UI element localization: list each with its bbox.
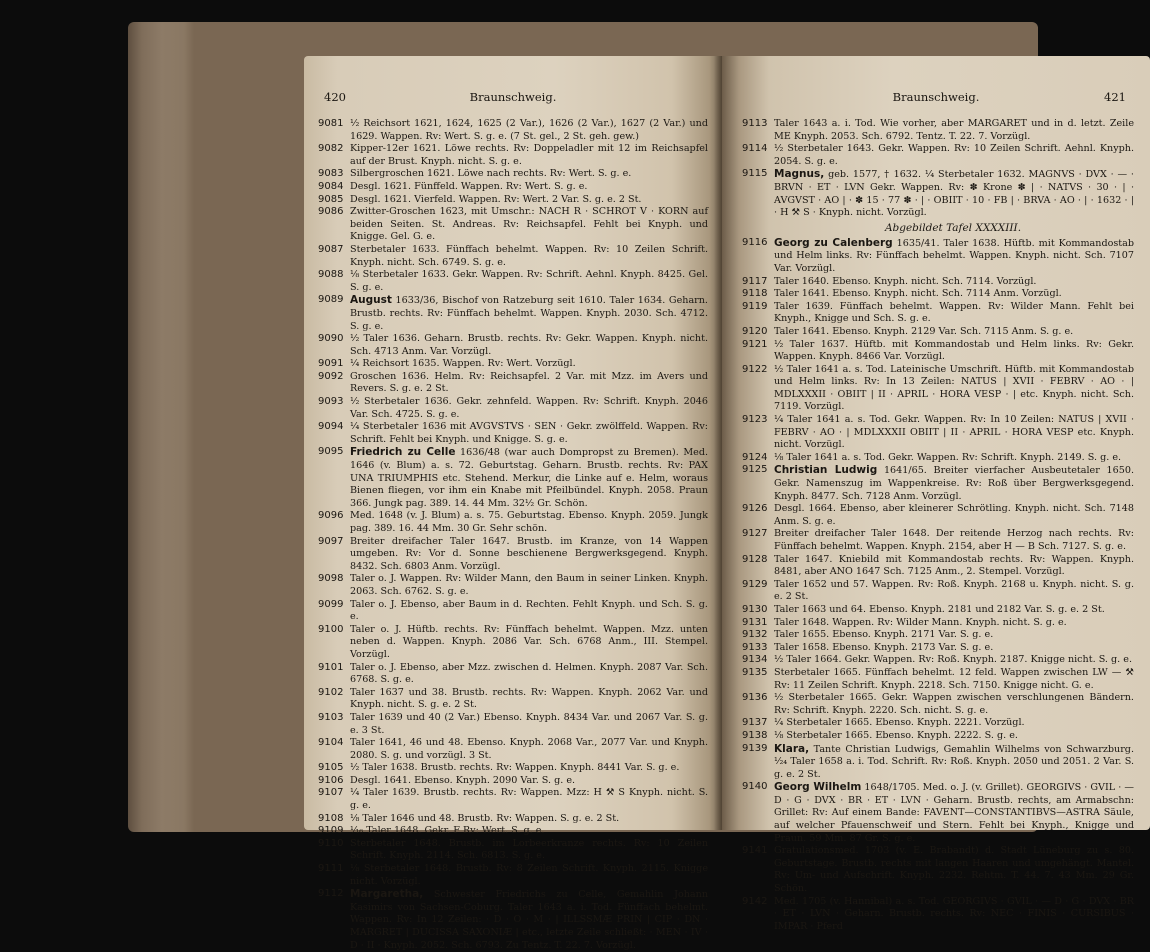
lot-description: ⅛ Sterbetaler 1633. Gekr. Wappen. Rv: Schrift. Aehnl. Knyph. 8425. Gel. S. g. e. [350,269,708,293]
catalog-entry [742,781,1134,845]
lot-number: 9128 [742,553,768,565]
lot-number: 9090 [318,333,344,345]
lot-description: Taler 1641. Ebenso. Knyph. 2129 Var. Sch. 7115 Anm. S. g. e. [774,325,1074,337]
catalog-entry [742,528,1134,553]
lot-number: 9125 [742,464,768,476]
lot-description: Groschen 1636. Helm. Rv: Reichsapfel. 2 Var. mit Mzz. im Avers und Revers. S. g. e. 2 St. [350,370,708,395]
lot-number: 9103 [318,711,344,723]
lot-description: Med. 1705 (v. Hannibal) a. s. Tod. GEORGIVS · GVIL · — D · G · DVX · BR · ET · LVN · Geharn. Brustb. rechts. Rv: NEC · FINIS · CURSIBUS · IMPAR · Pferd [774,895,1134,932]
lot-number: 9102 [318,686,344,698]
lot-number: 9129 [742,578,768,590]
catalog-entry [742,237,1134,276]
lot-description: ⅟₂ Taler 1638. Brustb. rechts. Rv: Wappen. Knyph. 8441 Var. S. g. e. [350,762,680,774]
lot-number: 9109 [318,825,344,837]
catalog-entry [318,599,708,624]
catalog-entry [742,604,1134,617]
catalog-entry [742,642,1134,655]
catalog-entry [318,143,708,168]
lot-number: 9097 [318,535,344,547]
running-head: Braunschweig. [469,90,557,104]
lot-description: Taler 1663 und 64. Ebenso. Knyph. 2181 und 2182 Var. S. g. e. 2 St. [774,603,1105,615]
running-head: Braunschweig. [892,90,980,104]
lot-description: Christian Ludwig 1641/65. Breiter vierfacher Ausbeutetaler 1650. Gekr. Namenszug im Wappenkreise. Rv: Roß über Bergwerksgegend. Knyph. 8477. Sch. 7128 Anm. Vorzügl. [774,464,1134,502]
lot-description: ⅟₂ Taler 1637. Hüftb. mit Kommandostab und Helm links. Rv: Gekr. Wappen. Knyph. 8466 Var. Vorzügl. [774,338,1134,363]
book [128,22,1134,951]
lot-number: 9122 [742,363,768,375]
lot-number: 9094 [318,421,344,433]
catalog-entry [742,503,1134,528]
catalog-entry [742,667,1134,692]
lot-description: Taler 1647. Kniebild mit Kommandostab rechts. Rv: Wappen. Knyph. 8481, aber ANO 1647 Sch. 7125 Anm., 2. Stempel. Vorzügl. [774,553,1134,578]
lot-description: ⅟₄ Sterbetaler 1636 mit AVGVSTVS · SEN · Gekr. zwölffeld. Wappen. Rv: Schrift. Fehlt bei Knyph. und Knigge. S. g. e. [350,421,708,445]
entry-list [318,118,708,952]
catalog-entry [742,118,1134,143]
ruler-name: Margaretha, [350,888,424,901]
lot-description: ⅟₄ Taler 1641 a. s. Tod. Gekr. Wappen. Rv: In 10 Zeilen: NATUS | XVII · FEBRV · AO · | MDLXXXII OBIIT | II · APRIL · HORA VESP etc. Knyph. nicht. Vorzügl. [774,414,1134,451]
lot-description: Kipper-12er 1621. Löwe rechts. Rv: Doppeladler mit 12 im Reichsapfel auf der Brust. Knyph. nicht. S. g. e. [350,143,708,167]
lot-description: Klara, Tante Christian Ludwigs, Gemahlin Wilhelms von Schwarzburg. ⅟₂₄ Taler 1658 a. i. Tod. Schrift. Rv: Roß. Knyph. 2050 und 2051. 2 Var. S. g. e. 2 St. [774,742,1134,780]
ruler-name: Georg Wilhelm [774,781,862,794]
lot-number: 9113 [742,118,768,129]
lot-description: Breiter dreifacher Taler 1648. Der reitende Herzog nach rechts. Rv: Fünffach behelmt. Wappen. Knyph. 2154, aber H — B Sch. 7127. S. g. e. [774,528,1134,552]
lot-description: Med. 1648 (v. J. Blum) a. s. 75. Geburtstag. Ebenso. Knyph. 2059. Jungk pag. 389. 16. 44 Mm. 30 Gr. Sehr schön. [350,510,708,534]
lot-number: 9085 [318,193,344,205]
lot-number: 9127 [742,528,768,540]
lot-description: ⅟₂ Sterbetaler 1636. Gekr. zehnfeld. Wappen. Rv: Schrift. Knyph. 2046 Var. Sch. 4725. S. g. e. [350,396,708,420]
lot-number: 9082 [318,143,344,155]
catalog-entry [742,654,1134,667]
lot-number: 9088 [318,269,344,281]
catalog-entry [742,301,1134,326]
catalog-entry [742,717,1134,730]
lot-description: Taler 1652 und 57. Wappen. Rv: Roß. Knyph. 2168 u. Knyph. nicht. S. g. e. 2 St. [774,578,1134,603]
catalog-entry [318,888,708,952]
lot-description: Desgl. 1664. Ebenso, aber kleinerer Schrötling. Knyph. nicht. Sch. 7148 Anm. S. g. e. [774,503,1134,527]
catalog-entry [742,143,1134,168]
catalog-entry [318,775,708,788]
lot-number: 9141 [742,845,768,857]
ruler-name: Klara, [774,742,810,755]
lot-number: 9108 [318,812,344,824]
lot-description: ⅟₈ Sterbetaler 1665. Ebenso. Knyph. 2222. S. g. e. [774,729,1018,741]
catalog-entry [318,762,708,775]
lot-number: 9083 [318,168,344,180]
lot-number: 9117 [742,275,768,287]
lot-description: Magnus, geb. 1577, † 1632. ⅟₄ Sterbetaler 1632. MAGNVS · DVX · — · BRVN · ET · LVN Gekr. Wappen. Rv: ✽ Krone ✽ | · NATVS · 30 · | · AVGVST · AO | · ✽ 15 · 77 ✽ · | · OBIIT · 10 · FB | · BRVA · AO · | · 1632 · | · H ⚒ S · Knyph. nicht. Vorzügl. [774,168,1134,219]
lot-description: ⅟₈ Sterbetaler 1648. Brustb. Rv: 8 Zeilen Schrift. Knyph. 2115. Knigge nicht. Vorzügl. [350,863,708,887]
lot-number: 9092 [318,370,344,382]
plate-caption: Abgebildet Tafel XXXXIII. [884,221,1022,234]
catalog-entry [742,326,1134,339]
catalog-entry [318,118,708,143]
catalog-entry [742,288,1134,301]
lot-number: 9101 [318,661,344,673]
lot-number: 9096 [318,510,344,522]
catalog-entry [742,743,1134,782]
catalog-entry [742,464,1134,503]
lot-description: Friedrich zu Celle 1636/48 (war auch Dompropst zu Bremen). Med. 1646 (v. Blum) a. s. 72. Geburtstag. Geharn. Brustb. rechts. Rv: PAX UNA TRIUMPHIS etc. Stehend. Merkur, die Linke auf e. Helm, woraus Bienen fliegen, vor ihm ein Knabe mit Pfeilbündel. Knyph. 2058. Praun 366. Jungk pag. 389. 14. 44 Mm. 32⅟₂ Gr. Schön. [350,446,709,509]
lot-number: 9112 [318,888,344,900]
lot-description: Sterbetaler 1633. Fünffach behelmt. Wappen. Rv: 10 Zeilen Schrift. Knyph. nicht. Sch. 6749. S. g. e. [350,243,708,268]
lot-description: August 1633/36, Bischof von Ratzeburg seit 1610. Taler 1634. Geharn. Brustb. rechts. Rv: Fünffach behelmt. Wappen. Knyph. 2030. Sch. 4712. S. g. e. [350,294,708,332]
lot-description: Taler o. J. Ebenso, aber Baum in d. Rechten. Fehlt Knyph. und Sch. S. g. e. [350,598,708,623]
lot-number: 9119 [742,300,768,312]
lot-number: 9098 [318,573,344,585]
lot-number: 9115 [742,168,768,180]
lot-number: 9135 [742,666,768,678]
lot-description: ⅟₄ Reichsort 1635. Wappen. Rv: Wert. Vorzügl. [350,358,576,370]
catalog-entry [742,692,1134,717]
lot-description: Taler 1648. Wappen. Rv: Wilder Mann. Knyph. nicht. S. g. e. [774,616,1067,628]
lot-description: Taler 1641. Ebenso. Knyph. nicht. Sch. 7114 Anm. Vorzügl. [774,288,1062,300]
right-page [722,56,1150,932]
catalog-entry [318,206,708,244]
catalog-entry [742,168,1134,219]
lot-number: 9116 [742,236,768,248]
catalog-entry [318,510,708,535]
catalog-entry [742,276,1134,289]
lot-description: Sterbetaler 1665. Fünffach behelmt. 12 feld. Wappen zwischen LW — ⚒ Rv: 11 Zeilen Schrift. Knyph. 2218. Sch. 7150. Knigge nicht. G. e. [774,666,1134,691]
catalog-entry [742,579,1134,604]
lot-number: 9093 [318,396,344,408]
lot-number: 9137 [742,717,768,729]
catalog-entry [318,573,708,598]
lot-number: 9142 [742,895,768,907]
page-number: 420 [324,90,346,104]
lot-description: ⅟₂ Taler 1636. Geharn. Brustb. rechts. Rv: Gekr. Wappen. Knyph. nicht. Sch. 4713 Anm. Var. Vorzügl. [350,333,708,357]
catalog-entry [318,813,708,826]
lot-number: 9100 [318,623,344,635]
catalog-entry [318,371,708,396]
lot-description: Desgl. 1621. Fünffeld. Wappen. Rv: Wert. S. g. e. [350,180,588,192]
lot-number: 9126 [742,503,768,515]
lot-description: Silbergroschen 1621. Löwe nach rechts. Rv: Wert. S. g. e. [350,168,632,180]
catalog-entry [318,536,708,574]
lot-number: 9136 [742,692,768,704]
lot-number: 9118 [742,288,768,300]
lot-number: 9120 [742,325,768,337]
lot-description: ⅟₈ Taler 1641 a. s. Tod. Gekr. Wappen. Rv: Schrift. Knyph. 2149. S. g. e. [774,451,1122,463]
catalog-entry [318,269,708,294]
lot-description: ⅟₁₆ Taler 1648. Gekr. F Rv: Wert. S. g. e. [350,825,545,837]
lot-description: ⅟₈ Taler 1646 und 48. Brustb. Rv: Wappen. S. g. e. 2 St. [350,812,620,824]
catalog-entry [318,446,708,510]
ruler-name: Christian Ludwig [774,464,878,477]
lot-description: Taler 1658. Ebenso. Knyph. 2173 Var. S. g. e. [774,641,994,653]
lot-number: 9105 [318,762,344,774]
lot-number: 9111 [318,863,344,875]
lot-description: Taler 1639. Fünffach behelmt. Wappen. Rv: Wilder Mann. Fehlt bei Knyph., Knigge und Sch. S. g. e. [774,300,1134,325]
catalog-entry [742,730,1134,743]
lot-description: Taler 1643 a. i. Tod. Wie vorher, aber MARGARET und in d. letzt. Zeile ME Knyph. 2053. Sch. 6792. Tentz. T. 22. 7. Vorzügl. [774,118,1134,142]
catalog-entry [318,662,708,687]
lot-number: 9123 [742,414,768,426]
lot-number: 9099 [318,598,344,610]
lot-number: 9121 [742,338,768,350]
catalog-entry [742,414,1134,452]
lot-number: 9095 [318,446,344,458]
catalog-entry [742,629,1134,642]
catalog-entry [742,617,1134,630]
lot-description: Taler o. J. Hüftb. rechts. Rv: Fünffach behelmt. Wappen. Mzz. unten neben d. Wappen. Knyph. 2086 Var. Sch. 6768 Anm., III. Stempel. Vorzügl. [350,623,708,660]
lot-number: 9107 [318,787,344,799]
catalog-entry [742,896,1134,934]
lot-description: Taler 1641, 46 und 48. Ebenso. Knyph. 2068 Var., 2077 Var. und Knyph. 2080. S. g. und vorzügl. 3 St. [350,737,708,761]
lot-description: Desgl. 1621. Vierfeld. Wappen. Rv: Wert. 2 Var. S. g. e. 2 St. [350,193,642,205]
lot-description: Taler o. J. Wappen. Rv: Wilder Mann, den Baum in seiner Linken. Knyph. 2063. Sch. 6762. S. g. e. [350,573,708,597]
catalog-entry [318,863,708,888]
catalog-entry [318,294,708,333]
entry-list [742,118,1134,933]
lot-description: ⅟₂ Sterbetaler 1643. Gekr. Wappen. Rv: 10 Zeilen Schrift. Aehnl. Knyph. 2054. S. g. e. [774,143,1134,167]
catalog-entry [742,452,1134,465]
ruler-name: Georg zu Calenberg [774,236,893,249]
lot-number: 9139 [742,742,768,754]
lot-description: Taler o. J. Ebenso, aber Mzz. zwischen d. Helmen. Knyph. 2087 Var. Sch. 6768. S. g. e. [350,661,708,686]
lot-description: Georg zu Calenberg 1635/41. Taler 1638. Hüftb. mit Kommandostab und Helm links. Rv: Fünffach behelmt. Wappen. Knyph. nicht. Sch. 7107 Var. Vorzügl. [774,236,1134,274]
lot-description: Taler 1639 und 40 (2 Var.) Ebenso. Knyph. 8434 Var. und 2067 Var. S. g. e. 3 St. [350,711,708,736]
catalog-entry [318,168,708,181]
catalog-entry [318,787,708,812]
catalog-entry [318,838,708,863]
lot-description: Sterbetaler 1648. Brustb. im Lorbeerkranze rechts. Rv: 10 Zeilen Schrift. Knyph. 2114. Sch. 6813. S. g. e. [350,837,708,862]
lot-number: 9089 [318,294,344,306]
lot-number: 9134 [742,654,768,666]
catalog-entry [318,624,708,662]
lot-description: Gratulationsmed. 1703 (v. E. Brabandt) d. Stadt Lüneburg zu s. 80. Geburtstage. Brustb. rechts mit langen Haaren und umgehängt. Mantel. Rv: Um- und Aufschrift. Knyph. 2232. Rehtm. T. 44. 7. 43 Mm. 29 Gr. Schön. [774,845,1134,895]
lot-number: 9131 [742,616,768,628]
lot-number: 9124 [742,451,768,463]
lot-description: ⅟₄ Sterbetaler 1665. Ebenso. Knyph. 2221. Vorzügl. [774,717,1025,729]
lot-number: 9106 [318,774,344,786]
catalog-entry [318,244,708,269]
lot-number: 9130 [742,603,768,615]
lot-description: Zwitter-Groschen 1623, mit Umschr.: NACH R · SCHROT V · KORN auf beiden Seiten. St. Andreas. Rv: Reichsapfel. Fehlt bei Knyph. und Knigge. Gel. G. e. [350,206,708,243]
lot-description: Georg Wilhelm 1648/1705. Med. o. J. (v. Grillet). GEORGIVS · GVIL · — D · G · DVX · BR · ET · LVN · Geharn. Brustb. rechts, am Armabschn: Grillet: Rv: Auf einem Bande: FAVENT—CONSTANTIBVS—ASTRA Säule, auf welcher Pfauenschweif und Stern. Fehlt bei Knyph., Knigge und Praun. 59 Mm. 87 Gr. S. g. e. [774,781,1134,844]
lot-description: Margaretha, Schwester Friedrichs zu Celle, Gemahlin Johann Kasimirs von Sachsen-Coburg. Taler 1643 a. i. Tod. Fünffach behelmt. Wappen. Rv: In 12 Zeilen: · D · O · M · | ILLSSMÆ PRIN | CIP · DN · MARGRET | DUCISSA SAXONIÆ | etc., letzte Zeile schließt: · MEN · IV · D · II · Knyph. 2052. Sch. 6793. Zu Tentz. T. 22. 7. Vorzügl. [350,888,708,951]
lot-number: 9110 [318,837,344,849]
catalog-entry [742,845,1134,895]
lot-description: Breiter dreifacher Taler 1647. Brustb. im Kranze, von 14 Wappen umgeben. Rv: Vor d. Sonne beschienene Bergwerksgegend. Knyph. 8432. Sch. 6803 Anm. Vorzügl. [350,535,708,572]
lot-number: 9104 [318,737,344,749]
lot-description: ⅟₂ Reichsort 1621, 1624, 1625 (2 Var.), 1626 (2 Var.), 1627 (2 Var.) und 1629. Wappen. Rv: Wert. S. g. e. (7 St. gel., 2 St. geh. gew.) [350,118,708,142]
lot-number: 9132 [742,629,768,641]
lot-number: 9084 [318,180,344,192]
lot-description: Desgl. 1641. Ebenso. Knyph. 2090 Var. S. g. e. [350,774,576,786]
catalog-entry [318,737,708,762]
catalog-entry [318,333,708,358]
catalog-entry [318,194,708,207]
lot-description: ⅟₂ Taler 1664. Gekr. Wappen. Rv: Roß. Knyph. 2187. Knigge nicht. S. g. e. [774,654,1132,666]
catalog-entry [318,396,708,421]
lot-number: 9081 [318,118,344,129]
lot-description: ⅟₂ Taler 1641 a. s. Tod. Lateinische Umschrift. Hüftb. mit Kommandostab und Helm links. Rv: In 13 Zeilen: NATUS | XVII · FEBRV · AO · | MDLXXXII · OBIIT | II · APRIL · HORA VESP · | etc. Knyph. nicht. Sch. 7119. Vorzügl. [774,363,1134,413]
ruler-name: Friedrich zu Celle [350,446,456,459]
ruler-name: Magnus, [774,168,825,181]
lot-number: 9140 [742,781,768,793]
lot-number: 9091 [318,358,344,370]
lot-number: 9138 [742,729,768,741]
left-page [304,56,722,951]
catalog-entry [742,364,1134,414]
catalog-entry [318,687,708,712]
lot-description: ⅟₂ Sterbetaler 1665. Gekr. Wappen zwischen verschlungenen Bändern. Rv: Schrift. Knyph. 2220. Sch. nicht. S. g. e. [774,692,1134,716]
catalog-entry [318,712,708,737]
catalog-entry [742,554,1134,579]
lot-number: 9114 [742,143,768,155]
catalog-entry [318,421,708,446]
ruler-name: August [350,294,392,307]
lot-description: ⅟₄ Taler 1639. Brustb. rechts. Rv: Wappen. Mzz: H ⚒ S Knyph. nicht. S. g. e. [350,787,708,812]
catalog-entry [742,339,1134,364]
lot-number: 9087 [318,243,344,255]
catalog-entry [318,358,708,371]
catalog-entry [318,825,708,838]
page-number: 421 [1104,90,1126,104]
lot-number: 9086 [318,206,344,218]
catalog-entry [318,181,708,194]
lot-number: 9133 [742,641,768,653]
lot-description: Taler 1637 und 38. Brustb. rechts. Rv: Wappen. Knyph. 2062 Var. und Knyph. nicht. S. g. e. 2 St. [350,686,708,711]
lot-description: Taler 1655. Ebenso. Knyph. 2171 Var. S. g. e. [774,629,994,641]
lot-description: Taler 1640. Ebenso. Knyph. nicht. Sch. 7114. Vorzügl. [774,275,1037,287]
